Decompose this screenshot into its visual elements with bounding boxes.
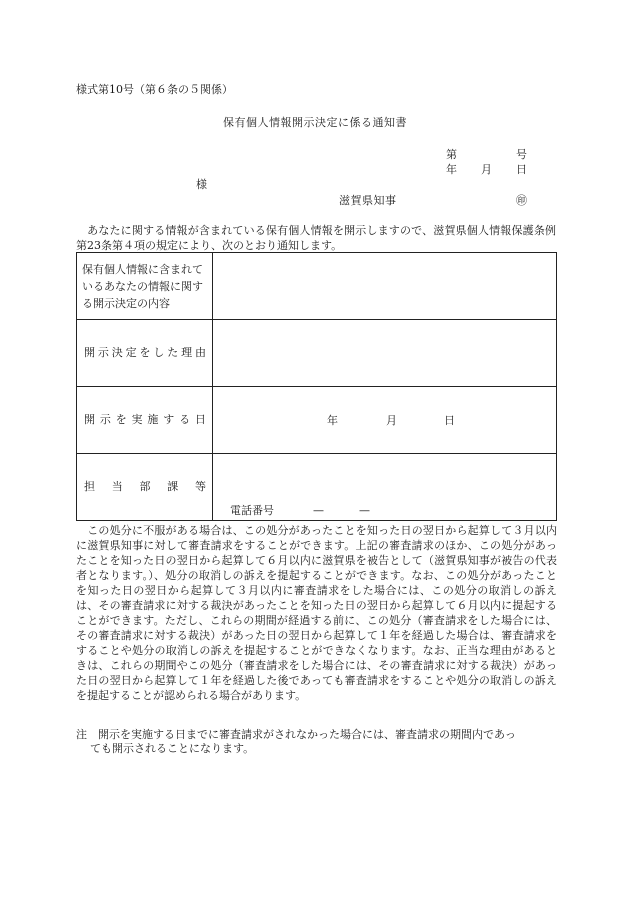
phone-dash-1: —	[313, 504, 324, 517]
implementation-date-label: 開 示 を 実 施 す る 日	[84, 413, 206, 427]
table-row	[77, 320, 557, 387]
phone-dash-2: —	[359, 504, 370, 517]
value-cell-disclosure-content[interactable]	[213, 253, 557, 320]
date-month-label: 月	[481, 163, 492, 176]
table-row	[77, 253, 557, 320]
label-cell-department	[77, 454, 213, 521]
note-line-2: ても開示されることになります。	[90, 742, 255, 755]
date-year-label: 年	[446, 163, 457, 176]
phone-number-label: 電話番号	[230, 504, 274, 517]
value-cell-department[interactable]	[213, 454, 557, 521]
value-cell-implementation-date[interactable]	[213, 387, 557, 454]
note-line-1: 注 開示を実施する日までに審査請求がされなかった場合には、審査請求の期間内であっ	[76, 728, 516, 741]
document-number-label: 第	[446, 148, 457, 161]
label-cell-disclosure-content	[77, 253, 213, 320]
intro-paragraph: あなたに関する情報が含まれている保有個人情報を開示しますので、滋賀県個人情報保護条例第23条第４項の規定により、次のとおり通知します。	[76, 224, 556, 252]
value-cell-reason[interactable]	[213, 320, 557, 387]
label-cell-reason	[77, 320, 213, 387]
date-day-label: 日	[516, 163, 527, 176]
disclosure-info-table	[76, 252, 557, 521]
form-number: 様式第10号（第６条の５関係）	[76, 83, 233, 96]
issuer-name: 滋賀県知事	[339, 194, 397, 207]
label-cell-implementation-date	[77, 387, 213, 454]
appeal-notice-paragraph: この処分に不服がある場合は、この処分があったことを知った日の翌日から起算して３月以内に滋賀県知事に対して審査請求をすることができます。上記の審査請求のほか、この処分があったことを知った日の翌日から起算して６月以内に滋賀県を被告として（滋賀県知事が被告の代表者となります。）、処分の取消しの訴えを提起することができます。なお、この処分があったことを知った日の翌日から起算して３月以内に審査請求をした場合には、この処分の取消しの訴えは、その審査請求に対する裁決があったことを知った日の翌日から起算して６月以内に提起することができます。ただし、これらの期間が経過する前に、この処分（審査請求をした場合には、その審査請求に対する裁決）があった日の翌日から起算して１年を経過した場合は、審査請求をすることや処分の取消しの訴えを提起することができなくなります。なお、正当な理由があるときは、これらの期間やこの処分（審査請求をした場合には、その審査請求に対する裁決）があった日の翌日から起算して１年を経過した後であっても審査請求をすることや処分の取消しの訴えを提起することが認められる場合があります。	[76, 524, 558, 702]
document-number-suffix: 号	[516, 148, 527, 161]
table-row	[77, 387, 557, 454]
seal-mark: ㊞	[516, 194, 527, 207]
department-label: 担 当 部 課 等	[84, 480, 206, 494]
addressee-suffix: 様	[196, 178, 207, 191]
disclosure-content-label: 保有個人情報に含まれているあなたの情報に関する開示決定の内容	[82, 262, 203, 310]
reason-label: 開 示 決 定 を し た 理 由	[84, 346, 206, 360]
impl-day-label: 日	[444, 414, 455, 427]
table-row	[77, 454, 557, 521]
impl-year-label: 年	[327, 414, 338, 427]
document-title: 保有個人情報開示決定に係る通知書	[223, 116, 407, 129]
impl-month-label: 月	[386, 414, 397, 427]
